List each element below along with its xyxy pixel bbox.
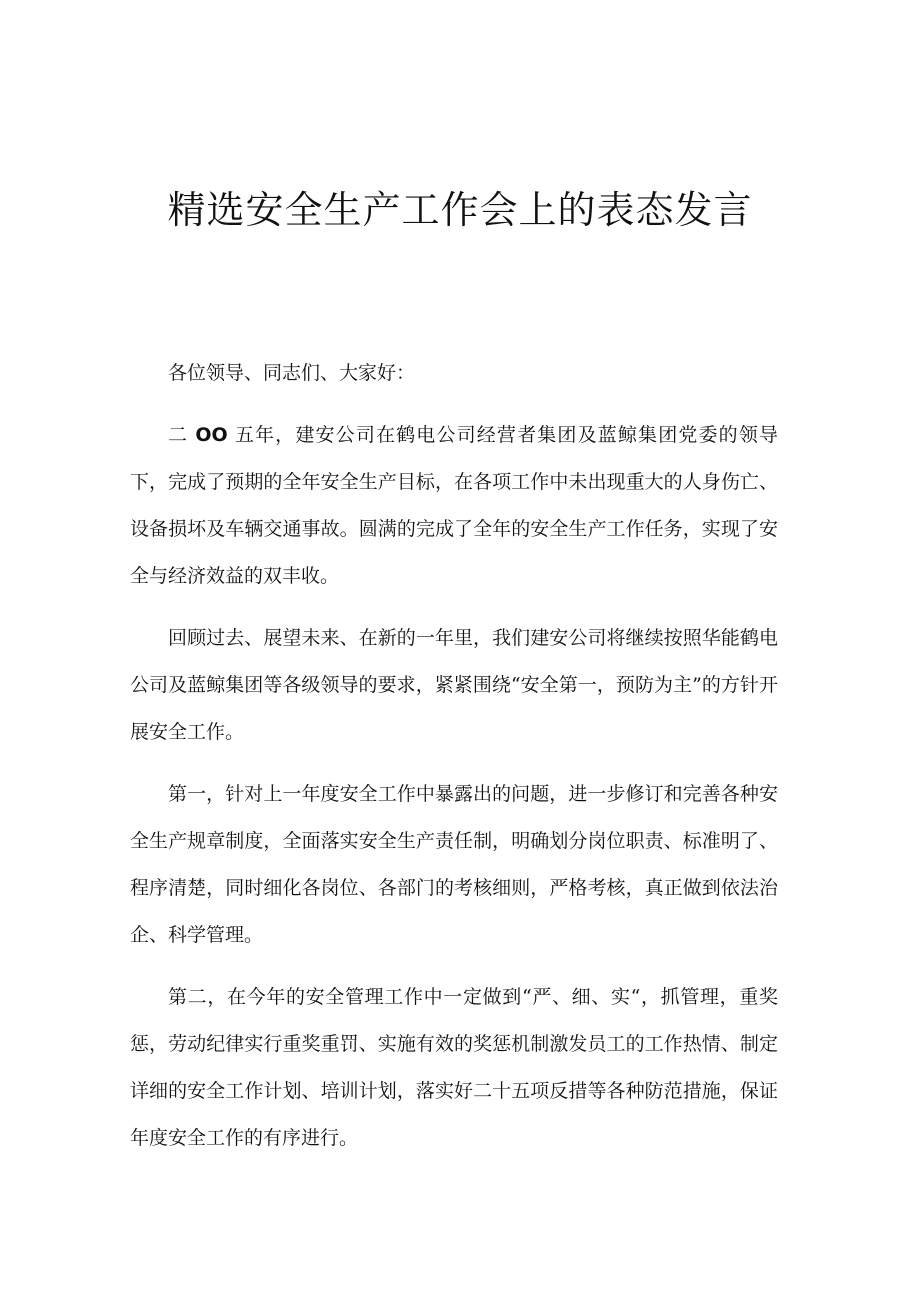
paragraph-1-prefix: 二 [168,424,196,446]
paragraph-2: 回顾过去、展望未来、在新的一年里，我们建安公司将继续按照华能鹤电公司及蓝鲸集团等各级领导的要求，紧紧围绕“安全第一，预防为主”的方针开展安全工作。 [130,627,778,743]
paragraph-4: 第二，在今年的安全管理工作中一定做到“严、细、实“，抓管理，重奖惩，劳动纪律实行重奖重罚、实施有效的奖惩机制激发员工的工作热情、制定详细的安全工作计划、培训计划，落实好二十五项反措等各种防范措施，保证年度安全工作的有序进行。 [130,986,778,1149]
greeting: 各位领导、同志们、大家好： [168,362,416,384]
document-body [130,350,778,1177]
page-title: 精选安全生产工作会上的表态发言 [167,188,753,232]
paragraph-1 [130,412,778,600]
paragraph-1-year-digits: OO [195,424,228,446]
paragraph-1-text: 五年，建安公司在鹤电公司经营者集团及蓝鲸集团党委的领导下，完成了预期的全年安全生产目标，在各项工作中未出现重大的人身伤亡、设备损坏及车辆交通事故。圆满的完成了全年的安全生产工作任务，实现了安全与经济效益的双丰收。 [130,424,778,587]
paragraph-3: 第一，针对上一年度安全工作中暴露出的问题，进一步修订和完善各种安全生产规章制度，全面落实安全生产责任制，明确划分岗位职责、标准明了、程序清楚，同时细化各岗位、各部门的考核细则，严格考核，真正做到依法治企、科学管理。 [130,783,778,946]
